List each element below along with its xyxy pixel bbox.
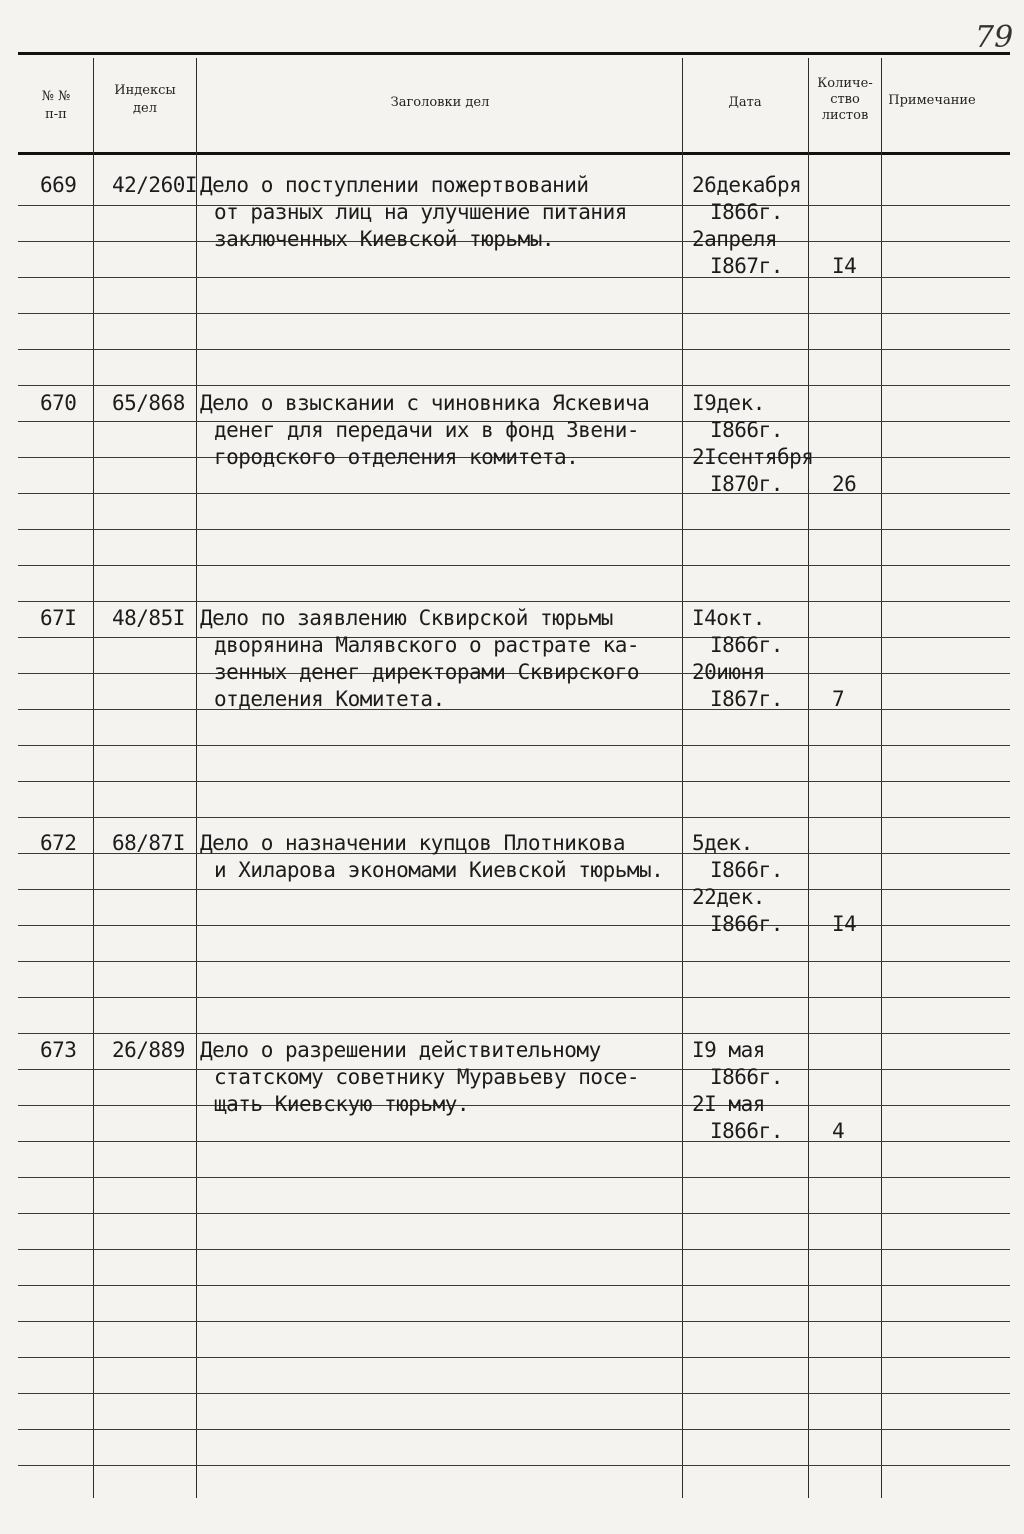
ruled-line	[18, 745, 1010, 746]
entry-title-line: зенных денег директорами Сквирского	[214, 660, 640, 684]
entry-date-line: I866г.	[710, 858, 783, 882]
entry-title-line: Дело о поступлении пожертвований	[200, 173, 589, 197]
ruled-line	[18, 1321, 1010, 1322]
header-note: Примечание	[888, 93, 976, 108]
entry-index: 42/260I	[112, 173, 198, 197]
header-number: № № п-п	[41, 89, 71, 122]
ruled-line	[18, 1357, 1010, 1358]
header-date: Дата	[728, 95, 762, 110]
entry-date-line: I870г.	[710, 472, 783, 496]
entry-date-line: 2апреля	[692, 227, 778, 251]
column-divider	[881, 58, 882, 1498]
entry-number: 673	[40, 1038, 77, 1062]
entry-date-line: I866г.	[710, 912, 783, 936]
ruled-line	[18, 529, 1010, 530]
entry-sheet-count: 4	[832, 1119, 845, 1143]
entry-title-line: Дело о разрешении действительному	[200, 1038, 601, 1062]
ruled-line	[18, 709, 1010, 710]
entry-date-line: 26декабря	[692, 173, 802, 197]
entry-date-line: 22дек.	[692, 885, 765, 909]
entry-date-line: I867г.	[710, 687, 783, 711]
entry-title-line: дворянина Малявского о растрате ка-	[214, 633, 640, 657]
entry-date-line: I9дек.	[692, 391, 765, 415]
entry-sheet-count: I4	[832, 254, 857, 278]
entry-index: 65/868	[112, 391, 185, 415]
entry-date-line: I867г.	[710, 254, 783, 278]
entry-sheet-count: 7	[832, 687, 845, 711]
header-index: Индексы дел	[114, 83, 176, 116]
entry-title-line: от разных лиц на улучшение питания	[214, 200, 627, 224]
entry-title-line: щать Киевскую тюрьму.	[214, 1092, 470, 1116]
column-divider	[196, 58, 197, 1498]
entry-title-line: и Хиларова экономами Киевской тюрьмы.	[214, 858, 664, 882]
ruled-line	[18, 1213, 1010, 1214]
entry-index: 26/889	[112, 1038, 185, 1062]
entry-date-line: I9 мая	[692, 1038, 765, 1062]
entry-title-line: денег для передачи их в фонд Звени-	[214, 418, 640, 442]
entry-title-line: заключенных Киевской тюрьмы.	[214, 227, 555, 251]
entry-title-line: Дело о взыскании с чиновника Яскевича	[200, 391, 650, 415]
entry-date-line: 2I мая	[692, 1092, 765, 1116]
ruled-line	[18, 961, 1010, 962]
ruled-line	[18, 925, 1010, 926]
ruled-line	[18, 349, 1010, 350]
ruled-line	[18, 1141, 1010, 1142]
entry-index: 68/87I	[112, 831, 185, 855]
ruled-line	[18, 493, 1010, 494]
entry-title-line: статскому советнику Муравьеву посе-	[214, 1065, 640, 1089]
entry-date-line: I4окт.	[692, 606, 765, 630]
entry-date-line: 5дек.	[692, 831, 753, 855]
entry-sheet-count: 26	[832, 472, 857, 496]
header-bottom-rule	[18, 152, 1010, 155]
entry-title-line: Дело о назначении купцов Плотникова	[200, 831, 626, 855]
entry-number: 672	[40, 831, 77, 855]
entry-date-line: I866г.	[710, 633, 783, 657]
ruled-line	[18, 997, 1010, 998]
ruled-line	[18, 385, 1010, 386]
ruled-line	[18, 1249, 1010, 1250]
entry-date-line: 20июня	[692, 660, 765, 684]
ruled-line	[18, 1105, 1010, 1106]
column-divider	[93, 58, 94, 1498]
ruled-line	[18, 565, 1010, 566]
entry-index: 48/85I	[112, 606, 185, 630]
header-sheet-count: Количе- ство листов	[817, 76, 873, 123]
ruled-line	[18, 1033, 1010, 1034]
entry-number: 670	[40, 391, 77, 415]
ruled-line	[18, 889, 1010, 890]
entry-sheet-count: I4	[832, 912, 857, 936]
column-divider	[808, 58, 809, 1498]
ruled-line	[18, 1393, 1010, 1394]
ruled-line	[18, 817, 1010, 818]
entry-date-line: 2Iсентября	[692, 445, 814, 469]
header-top-rule	[18, 52, 1010, 55]
page-number: 79	[975, 20, 1014, 55]
entry-title-line: городского отделения комитета.	[214, 445, 579, 469]
ruled-line	[18, 781, 1010, 782]
ruled-line	[18, 313, 1010, 314]
header-title: Заголовки дел	[390, 95, 490, 110]
entry-title-line: отделения Комитета.	[214, 687, 445, 711]
ruled-line	[18, 1465, 1010, 1466]
entry-date-line: I866г.	[710, 1065, 783, 1089]
ruled-line	[18, 1177, 1010, 1178]
ruled-line	[18, 601, 1010, 602]
ruled-line	[18, 1285, 1010, 1286]
entry-number: 67I	[40, 606, 77, 630]
ruled-line	[18, 1429, 1010, 1430]
entry-title-line: Дело по заявлению Сквирской тюрьмы	[200, 606, 613, 630]
column-divider	[682, 58, 683, 1498]
entry-date-line: I866г.	[710, 200, 783, 224]
entry-date-line: I866г.	[710, 418, 783, 442]
ruled-line	[18, 277, 1010, 278]
entry-date-line: I866г.	[710, 1119, 783, 1143]
entry-number: 669	[40, 173, 77, 197]
